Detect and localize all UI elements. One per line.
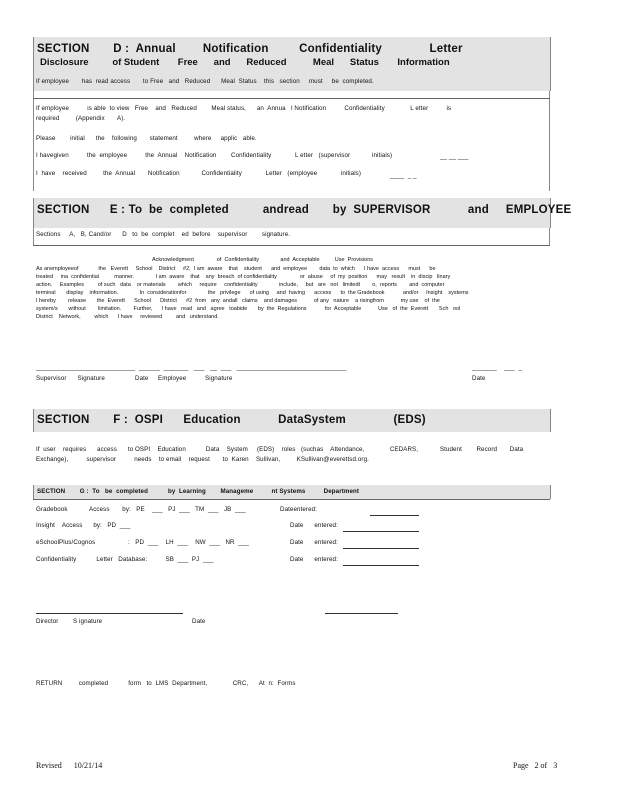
director-date-line[interactable] xyxy=(325,613,398,614)
section-d-text-2: Please initial the following statement where applic able. xyxy=(36,135,257,142)
employee-initials-blanks[interactable]: ____ _ _ xyxy=(390,172,417,179)
supervisor-signature-label: Supervisor Signature xyxy=(36,375,105,382)
ack-para-line: I hereby release the Everett School District #2 from any andall claims and damages of any nature a risingfrom my use of the xyxy=(36,298,440,304)
gradebook-date-label: Dateentered: xyxy=(280,506,317,513)
section-g-divider xyxy=(33,499,550,500)
eschoolplus-access-row[interactable]: eSchoolPlus/Cognos : PD ___ LH ___ NW ___ NR ___ xyxy=(36,539,249,546)
ack-para-line: action. Examples of such data or materials which require confidentiality include, but are not limitedt o, reports and computer xyxy=(36,282,445,288)
section-e-subtitle: Sections A, B, Cand/or D to be complet ed before supervisor signature. xyxy=(36,231,291,238)
return-instructions: RETURN completed form to LMS Department, CRC, At n: Forms xyxy=(36,680,296,687)
insight-date-field[interactable] xyxy=(343,531,419,532)
director-signature-label: Director S ignature xyxy=(36,618,103,625)
page-number: Page 2 of 3 xyxy=(513,761,558,770)
ack-para-line: treated ina confidential manner. I am aware that any breach of confidentiality or abuse of my position may result in discip linary xyxy=(36,274,451,280)
section-f-text-1: If user requires access to OSPI Education Data System (EDS) roles (suchas Attendance, CEDARS, Student Record Data xyxy=(36,446,524,453)
ack-para-line: terminal display information. In considerationfor the privilege of using and having access to the Gradebook and/or Insight systems xyxy=(36,290,469,296)
section-e-right-border xyxy=(549,228,550,246)
insight-date-label: Date entered: xyxy=(290,522,338,529)
date-label-1: Date xyxy=(135,375,149,382)
eschoolplus-date-label: Date entered: xyxy=(290,539,338,546)
supervisor-initials-blanks[interactable]: __ __ ___ xyxy=(440,153,469,160)
supervisor-initials-statement: I havegiven the employee the Annual Notification Confidentiality L etter (supervisor initials) xyxy=(36,152,393,159)
section-d-left-border xyxy=(33,91,34,191)
section-d-title-line2: Disclosure of Student Free and Reduced Meal Status Information xyxy=(40,57,450,68)
ack-para-line: system/s without limitation. Further, I have read and agree toabide by the Regulations for Acceptable Use of the Everett Sch ool xyxy=(36,306,461,312)
section-d-subtitle: If employee has read access to Free and Reduced Meal Status this section must be completed. xyxy=(36,78,374,85)
section-d-right-border xyxy=(549,91,550,191)
date-label-2: Date xyxy=(472,375,486,382)
signature-blanks[interactable]: ____________________________ ______ _______ ___ __ ___ _______________________________ xyxy=(36,364,347,371)
employee-label: Employee xyxy=(158,375,187,382)
section-d-title: SECTION D : Annual Notification Confidentiality Letter xyxy=(37,43,463,55)
insight-access-row[interactable]: Insight Access by: PD ___ xyxy=(36,522,131,529)
acknowledgment-title: Acknowledgment of Confidentiality and Acceptable Use Provisions xyxy=(152,257,374,263)
revised-date: Revised 10/21/14 xyxy=(36,761,103,770)
employee-signature-label: Signature xyxy=(205,375,233,382)
ack-para-line: As anemployeeof the Everett School District #2, I am aware that student and employee data to which I have access must be xyxy=(36,266,436,272)
section-d-text-1b: required (Appendix A). xyxy=(36,115,126,122)
confidentiality-db-row[interactable]: Confidentiality Letter Database: SB ___ PJ ___ xyxy=(36,556,214,563)
section-e-divider xyxy=(33,245,550,246)
date-blanks[interactable]: _______ ___ _ xyxy=(472,364,522,371)
confidentiality-date-field[interactable] xyxy=(343,565,419,566)
section-g-title: SECTION G : To be completed by Learning Manageme nt Systems Department xyxy=(37,488,360,495)
section-e-left-border xyxy=(33,228,34,246)
gradebook-date-field[interactable] xyxy=(370,515,419,516)
ack-para-line: District Network, which I have reviewed and understand. xyxy=(36,314,219,320)
gradebook-access-row[interactable]: Gradebook Access by: PE ___ PJ ___ TM ___ JB ___ xyxy=(36,506,246,513)
section-f-text-2: Exchange), supervisor needs to email request to Karen Sullivan, KSullivan@everettsd.org. xyxy=(36,456,369,463)
section-f-title: SECTION F : OSPI Education DataSystem (EDS) xyxy=(37,414,426,426)
eschoolplus-date-field[interactable] xyxy=(343,548,419,549)
employee-initials-statement: I have received the Annual Notification Confidentiality Letter (employee initials) xyxy=(36,170,362,177)
section-d-text-1a: If employee is able to view Free and Reduced Meal status, an Annua l Notification Confidentiality L etter is xyxy=(36,105,452,112)
section-e-title: SECTION E : To be completed andread by SUPERVISOR and EMPLOYEE xyxy=(37,204,572,216)
section-d-divider xyxy=(33,98,550,99)
confidentiality-date-label: Date entered: xyxy=(290,556,338,563)
director-signature-line[interactable] xyxy=(36,613,183,614)
director-date-label: Date xyxy=(192,618,206,625)
